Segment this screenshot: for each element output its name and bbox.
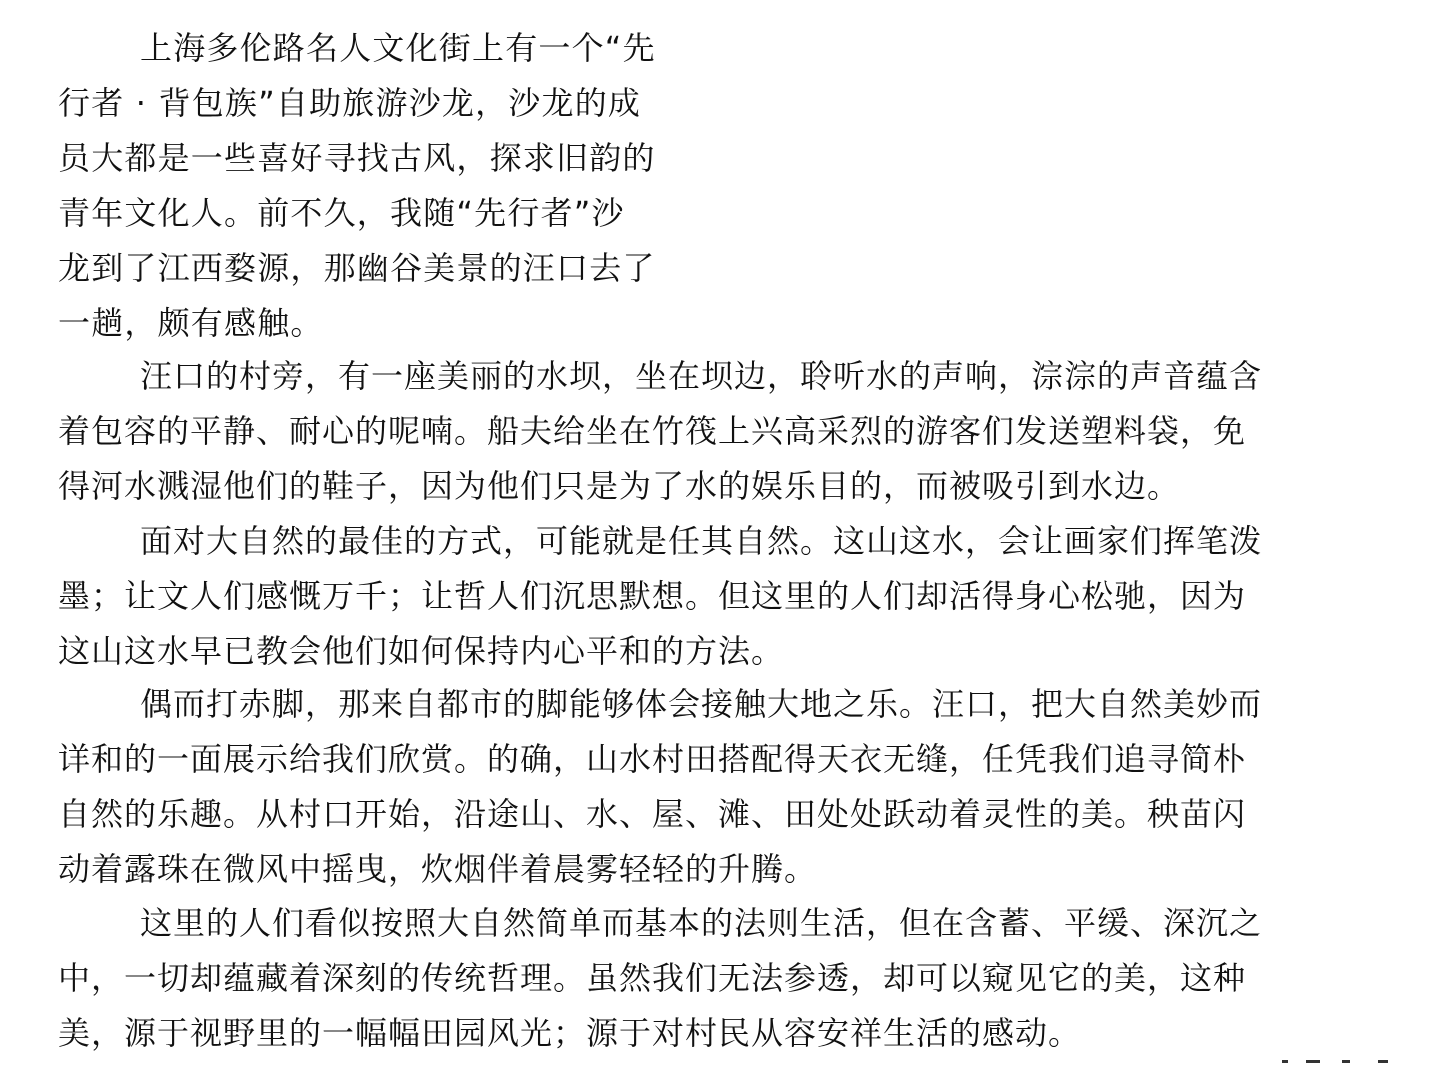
paragraph-5-line-2: 中，一切却蕴藏着深刻的传统哲理。虽然我们无法参透，却可以窥见它的美，这种 (58, 959, 1247, 997)
paragraph-5-line-1: 这里的人们看似按照大自然简单而基本的法则生活，但在含蓄、平缓、深沉之 (140, 904, 1263, 942)
paragraph-1-line-3: 员大都是一些喜好寻找古风，探求旧韵的 (58, 139, 656, 177)
paragraph-5-line-3: 美，源于视野里的一幅幅田园风光；源于对村民从容安祥生活的感动。 (58, 1014, 1082, 1052)
paragraph-2 (58, 349, 1262, 514)
paragraph-4-line-3: 自然的乐趣。从村口开始，沿途山、水、屋、滩、田处处跃动着灵性的美。秧苗闪 (58, 795, 1247, 833)
paragraph-4-line-2: 详和的一面展示给我们欣赏。的确，山水村田搭配得天衣无缝，任凭我们追寻简朴 (58, 740, 1247, 778)
paragraph-4-line-1: 偶而打赤脚，那来自都市的脚能够体会接触大地之乐。汪口，把大自然美妙而 (140, 685, 1263, 723)
paragraph-1-line-4: 青年文化人。前不久，我随“先行者”沙 (58, 194, 625, 232)
paragraph-2-line-1: 汪口的村旁，有一座美丽的水坝，坐在坝边，聆听水的声响，淙淙的声音蕴含 (140, 357, 1263, 395)
paragraph-1-line-1: 上海多伦路名人文化街上有一个“先 (140, 29, 656, 67)
paragraph-2-line-2: 着包容的平静、耐心的呢喃。船夫给坐在竹筏上兴高采烈的游客们发送塑料袋，免 (58, 412, 1247, 450)
paragraph-3-line-3: 这山这水早已教会他们如何保持内心平和的方法。 (58, 632, 785, 670)
paragraph-3-line-2: 墨；让文人们感慨万千；让哲人们沉思默想。但这里的人们却活得身心松驰，因为 (58, 577, 1247, 615)
scan-artifact (1282, 1058, 1402, 1066)
paragraph-1-line-5: 龙到了江西婺源，那幽谷美景的汪口去了 (58, 249, 656, 287)
paragraph-4 (58, 677, 1262, 897)
paragraph-3-line-1: 面对大自然的最佳的方式，可能就是任其自然。这山这水，会让画家们挥笔泼 (140, 522, 1263, 560)
paragraph-4-line-4: 动着露珠在微风中摇曳，炊烟伴着晨雾轻轻的升腾。 (58, 850, 818, 888)
paragraph-5 (58, 896, 1262, 1061)
paragraph-1-line-2: 行者 · 背包族”自助旅游沙龙，沙龙的成 (58, 84, 642, 122)
paragraph-1 (58, 21, 656, 351)
paragraph-3 (58, 514, 1262, 679)
paragraph-2-line-3: 得河水溅湿他们的鞋子，因为他们只是为了水的娱乐目的，而被吸引到水边。 (58, 467, 1181, 505)
paragraph-1-line-6: 一趟，颇有感触。 (58, 304, 324, 342)
